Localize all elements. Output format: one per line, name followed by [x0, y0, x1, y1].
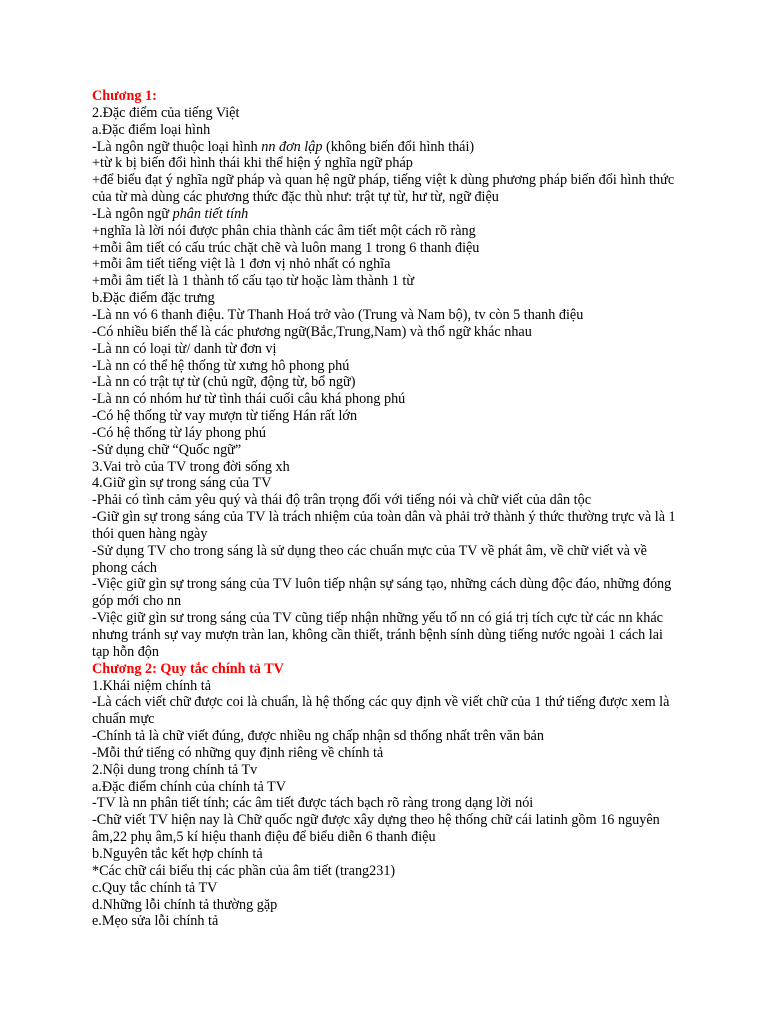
- paragraph-line: *Các chữ cái biểu thị các phần của âm tiết (trang231): [92, 862, 396, 879]
- paragraph-line: -Là cách viết chữ được coi là chuẩn, là hệ thống các quy định về viết chữ của 1 thứ tiếng được xem là chuẩn mực: [92, 694, 670, 728]
- paragraph-line: +mỗi âm tiết có cấu trúc chặt chẽ và luôn mang 1 trong 6 thanh điệu: [92, 239, 480, 256]
- paragraph-line: -Mỗi thứ tiếng có những quy định riêng về chính tả: [92, 744, 384, 761]
- italic-term: nn đơn lập: [261, 138, 323, 155]
- paragraph-line: -Là nn có nhóm hư từ tình thái cuối câu khá phong phú: [92, 391, 406, 408]
- paragraph-line: -Là nn có trật tự từ (chủ ngữ, động từ, bổ ngữ): [92, 374, 356, 391]
- chapter-1-heading: Chương 1:: [92, 88, 157, 104]
- paragraph-line: -Là nn có loại từ/ danh từ đơn vị: [92, 340, 277, 357]
- paragraph-line: -Sử dụng TV cho trong sáng là sử dụng theo các chuẩn mực của TV về phát âm, về chữ viết và về phong cách: [92, 542, 647, 576]
- paragraph-line: +mỗi âm tiết là 1 thành tố cấu tạo từ hoặc làm thành 1 từ: [92, 273, 415, 290]
- subsection-title: b.Đặc điểm đặc trưng: [92, 290, 215, 307]
- paragraph-line: -Là nn có thể hệ thống từ xưng hô phong phú: [92, 357, 350, 374]
- subsection-title: a.Đặc điểm loại hình: [92, 121, 211, 138]
- paragraph-line: -TV là nn phân tiết tính; các âm tiết được tách bạch rõ ràng trong dạng lời nói: [92, 795, 534, 812]
- italic-term: phân tiết tính: [172, 205, 249, 222]
- section-title: 4.Giữ gìn sự trong sáng của TV: [92, 475, 272, 492]
- paragraph-line: -Có hệ thống từ vay mượn từ tiếng Hán rất lớn: [92, 408, 358, 425]
- section-title: 2.Đặc điểm của tiếng Việt: [92, 104, 240, 121]
- subsection-title: c.Quy tắc chính tả TV: [92, 879, 218, 896]
- paragraph-line: -Việc giữ gìn sự trong sáng của TV luôn tiếp nhận sự sáng tạo, những cách dùng độc đáo, những đóng góp mới cho nn: [92, 576, 672, 610]
- paragraph-line: -Sử dụng chữ “Quốc ngữ”: [92, 441, 242, 458]
- paragraph-line: -Giữ gìn sự trong sáng của TV là trách nhiệm của toàn dân và phải trở thành ý thức thường trực và là 1 thói quen hàng ngày: [92, 509, 676, 542]
- subsection-title: d.Những lỗi chính tả thường gặp: [92, 896, 278, 913]
- text-run: -Là ngôn ngữ: [92, 205, 173, 222]
- document-page: [92, 88, 682, 930]
- paragraph-line: +mỗi âm tiết tiếng việt là 1 đơn vị nhỏ nhất có nghĩa: [92, 256, 391, 273]
- paragraph-line: -Có hệ thống từ láy phong phú: [92, 424, 266, 441]
- paragraph-line: [92, 139, 682, 156]
- subsection-title: a.Đặc điểm chính của chính tả TV: [92, 778, 286, 795]
- text-run: (không biến đổi hình thái): [322, 138, 475, 155]
- section-title: 1.Khái niệm chính tả: [92, 677, 211, 694]
- subsection-title: e.Mẹo sửa lỗi chính tả: [92, 913, 219, 930]
- paragraph-line: +để biểu đạt ý nghĩa ngữ pháp và quan hệ ngữ pháp, tiếng việt k dùng phương pháp biến đổi hình thức của từ mà dùng các phương thức đặc thù như: trật tự từ, hư từ, ngữ điệu: [92, 172, 675, 206]
- subsection-title: b.Nguyên tắc kết hợp chính tả: [92, 845, 263, 862]
- paragraph-line: -Phải có tình cảm yêu quý và thái độ trân trọng đối với tiếng nói và chữ viết của dân tộc: [92, 492, 592, 509]
- paragraph-line: [92, 206, 682, 223]
- paragraph-line: +từ k bị biến đổi hình thái khi thể hiện ý nghĩa ngữ pháp: [92, 155, 413, 172]
- text-run: -Là ngôn ngữ thuộc loại hình: [92, 138, 262, 155]
- section-title: 2.Nội dung trong chính tả Tv: [92, 761, 258, 778]
- paragraph-line: -Là nn vó 6 thanh điệu. Từ Thanh Hoá trở vào (Trung và Nam bộ), tv còn 5 thanh điệu: [92, 306, 584, 323]
- chapter-2-heading: Chương 2: Quy tắc chính tả TV: [92, 660, 284, 677]
- paragraph-line: -Việc giữ gìn sư trong sáng của TV cũng tiếp nhận những yếu tố nn có giá trị tích cực từ các nn khác nhưng tránh sự vay mượn tràn lan, không cần thiết, tránh bệnh sính dùng tiếng nước ngoài 1 cách lai tạp hỗn độn: [92, 610, 663, 660]
- section-title: 3.Vai trò của TV trong đời sống xh: [92, 458, 290, 475]
- paragraph-line: -Chữ viết TV hiện nay là Chữ quốc ngữ được xây dựng theo hệ thống chữ cái latinh gồm 16 nguyên âm,22 phụ âm,5 kí hiệu thanh điệu để biểu diễn 6 thanh điệu: [92, 812, 660, 846]
- paragraph-line: +nghĩa là lời nói được phân chia thành các âm tiết một cách rõ ràng: [92, 222, 476, 239]
- paragraph-line: -Có nhiều biến thể là các phương ngữ(Bắc,Trung,Nam) và thổ ngữ khác nhau: [92, 323, 532, 340]
- paragraph-line: -Chính tả là chữ viết đúng, được nhiều ng chấp nhận sd thống nhất trên văn bản: [92, 728, 544, 745]
